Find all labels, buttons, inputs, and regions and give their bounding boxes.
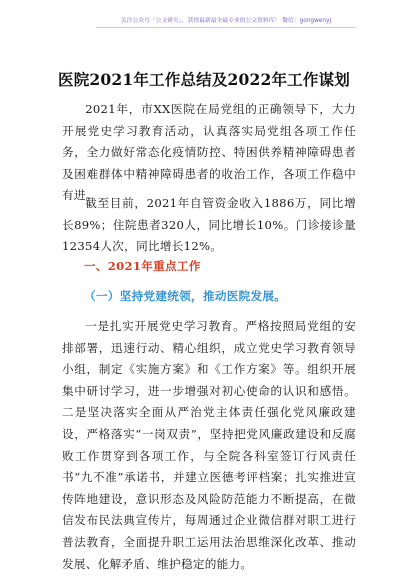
body-paragraph: 一是扎实开展党史学习教育。严格按照局党组的安排部署，迅速行动、精心组织，成立党史学习教育领导小组，制定《实施方案》和《工作方案》等。组织开展集中研讨学习，进一步增强对初心使命的认识和感悟。二是坚决落实全面从严治党主体责任强化党风廉政建设，严格落实“一岗双责”，坚持把党风廉政建设和反腐败工作贯穿到各项工作，与全院各科室签订行风责任书“九不准”承诺书，并建立医德考评档案；扎实推进宣传阵地建设，意识形态及风险防范能力不断提高，在微信发布民法典宣传片，每周通过企业微信群对职工进行普法教育，全面提升职工运用法治思维深化改革、推动发展、化解矛盾、维护稳定的能力。 <box>62 319 356 571</box>
statistics-paragraph: 截至目前，2021年自管资金收入1886万，同比增长89%；住院患者320人，同比增长10%。门诊接诊量12354人次，同比增长12%。 <box>62 196 356 254</box>
intro-paragraph: 2021年，市XX医院在局党组的正确领导下，大力开展党史学习教育活动，认真落实局党组各项工作任务，全力做好常态化疫情防控、特困供养精神障碍患者及困难群体中精神障碍患者的收治工作，各项工作稳中有进。 <box>62 102 356 203</box>
subsection-heading: （一）坚持党建统领，推动医院发展。 <box>84 289 287 303</box>
banner-text: 关注公众号「公文研究」，获得最新最全最专业的公文资料库！ 微信：gongwenyj <box>120 18 332 24</box>
document-title: 医院2021年工作总结及2022年工作谋划 <box>58 70 350 89</box>
section-heading: 一、2021年重点工作 <box>84 259 201 273</box>
header-banner <box>96 7 356 28</box>
